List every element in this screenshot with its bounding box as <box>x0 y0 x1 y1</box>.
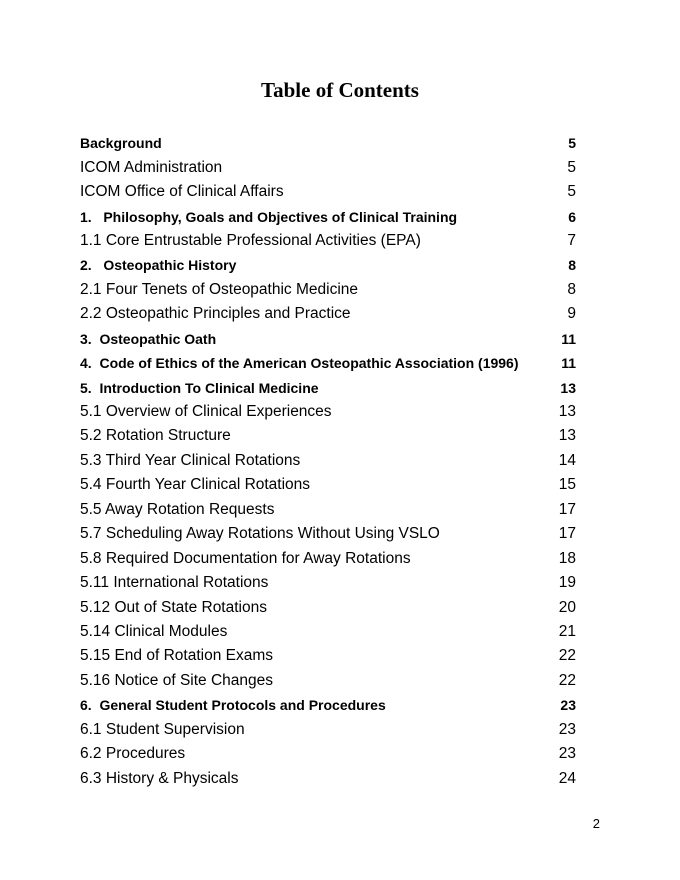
toc-entry-title: 6.2 Procedures <box>80 745 186 763</box>
toc-entry[interactable] <box>80 669 576 693</box>
toc-entry-page: 8 <box>567 280 576 298</box>
toc-entry-title: ICOM Administration <box>80 158 223 176</box>
toc-entry[interactable] <box>80 302 576 326</box>
toc-section-entry[interactable] <box>80 351 576 375</box>
toc-entry[interactable] <box>80 644 576 668</box>
toc-entry-page: 22 <box>558 647 576 665</box>
toc-entry-title: 5.1 Overview of Clinical Experiences <box>80 403 332 421</box>
toc-entry-page: 19 <box>558 574 576 592</box>
toc-entry-page: 13 <box>558 403 576 421</box>
toc-section-entry[interactable] <box>80 131 576 155</box>
toc-entry-page: 11 <box>561 330 576 347</box>
toc-entry-page: 13 <box>560 379 576 396</box>
toc-entry[interactable] <box>80 742 576 766</box>
toc-entry-title: 5.4 Fourth Year Clinical Rotations <box>80 476 311 494</box>
toc-entry-page: 22 <box>558 671 576 689</box>
toc-entry-title: 6.1 Student Supervision <box>80 720 245 738</box>
toc-entry-title: 5.2 Rotation Structure <box>80 427 231 445</box>
toc-entry[interactable] <box>80 229 576 253</box>
toc-entry-page: 5 <box>567 158 576 176</box>
toc-entry-title: 5.5 Away Rotation Requests <box>80 500 275 518</box>
toc-entry-title: 5.7 Scheduling Away Rotations Without Using VSLO <box>80 525 440 543</box>
toc-entry[interactable] <box>80 180 576 204</box>
toc-section-entry[interactable] <box>80 693 576 717</box>
toc-entry-page: 7 <box>567 231 576 249</box>
toc-section-entry[interactable] <box>80 327 576 351</box>
toc-entry[interactable] <box>80 766 576 790</box>
toc-entry-page: 24 <box>558 769 576 787</box>
toc-entry-title: 3. Osteopathic Oath <box>80 330 217 347</box>
page-title: Table of Contents <box>261 78 419 102</box>
toc-entry[interactable] <box>80 278 576 302</box>
toc-entry-page: 5 <box>567 183 576 201</box>
toc-entry-page: 20 <box>558 598 576 616</box>
toc-entry-title: 5.8 Required Documentation for Away Rotations <box>80 549 411 567</box>
toc-entry-title: 5.3 Third Year Clinical Rotations <box>80 451 301 469</box>
toc-entry-title: 1.1 Core Entrustable Professional Activities (EPA) <box>80 231 421 249</box>
page-number: 2 <box>592 816 600 831</box>
toc-entry[interactable] <box>80 620 576 644</box>
toc-entry-page: 14 <box>558 451 576 469</box>
toc-entry-page: 17 <box>558 500 576 518</box>
toc-entry-page: 6 <box>568 208 576 225</box>
toc-entry-page: 23 <box>558 720 576 738</box>
toc-entry-title: 2.2 Osteopathic Principles and Practice <box>80 305 351 323</box>
toc-entry[interactable] <box>80 718 576 742</box>
toc-entry[interactable] <box>80 155 576 179</box>
toc-entry[interactable] <box>80 449 576 473</box>
toc-entry-page: 9 <box>567 305 576 323</box>
toc-entry[interactable] <box>80 473 576 497</box>
toc-entry-title: 5.14 Clinical Modules <box>80 622 228 640</box>
toc-entry-title: 2.1 Four Tenets of Osteopathic Medicine <box>80 280 359 298</box>
toc-entry-title: 6.3 History & Physicals <box>80 769 239 787</box>
toc-entry[interactable] <box>80 400 576 424</box>
toc-entry[interactable] <box>80 595 576 619</box>
toc-entry-page: 11 <box>561 355 576 372</box>
toc-entry-page: 5 <box>568 135 576 152</box>
toc-entry-title: 5.11 International Rotations <box>80 574 269 592</box>
toc-entry-title: 5.16 Notice of Site Changes <box>80 671 274 689</box>
toc-entry[interactable] <box>80 498 576 522</box>
toc-entry-page: 13 <box>558 427 576 445</box>
toc-entry-page: 17 <box>558 525 576 543</box>
toc-entry-page: 18 <box>558 549 576 567</box>
toc-section-entry[interactable] <box>80 204 576 228</box>
toc-entry-title: 6. General Student Protocols and Procedures <box>80 697 386 714</box>
toc-entry-title: 5. Introduction To Clinical Medicine <box>80 379 319 396</box>
toc-entry-title: 2. Osteopathic History <box>80 257 237 274</box>
toc-section-entry[interactable] <box>80 375 576 399</box>
toc-entry-title: ICOM Office of Clinical Affairs <box>80 183 284 201</box>
toc-entry-page: 15 <box>558 476 576 494</box>
toc-entry-page: 21 <box>558 622 576 640</box>
toc-entry-title: 1. Philosophy, Goals and Objectives of Clinical Training <box>80 208 458 225</box>
toc-entry[interactable] <box>80 546 576 570</box>
toc-entry[interactable] <box>80 424 576 448</box>
toc-entry-title: Background <box>80 135 162 152</box>
toc-section-entry[interactable] <box>80 253 576 277</box>
toc-entry-title: 5.15 End of Rotation Exams <box>80 647 274 665</box>
toc-entry-page: 23 <box>560 697 576 714</box>
table-of-contents <box>80 131 576 791</box>
toc-entry[interactable] <box>80 522 576 546</box>
toc-entry-title: 4. Code of Ethics of the American Osteopathic Association (1996) <box>80 355 519 372</box>
toc-entry[interactable] <box>80 571 576 595</box>
toc-entry-title: 5.12 Out of State Rotations <box>80 598 267 616</box>
toc-entry-page: 8 <box>568 257 576 274</box>
toc-entry-page: 23 <box>558 745 576 763</box>
